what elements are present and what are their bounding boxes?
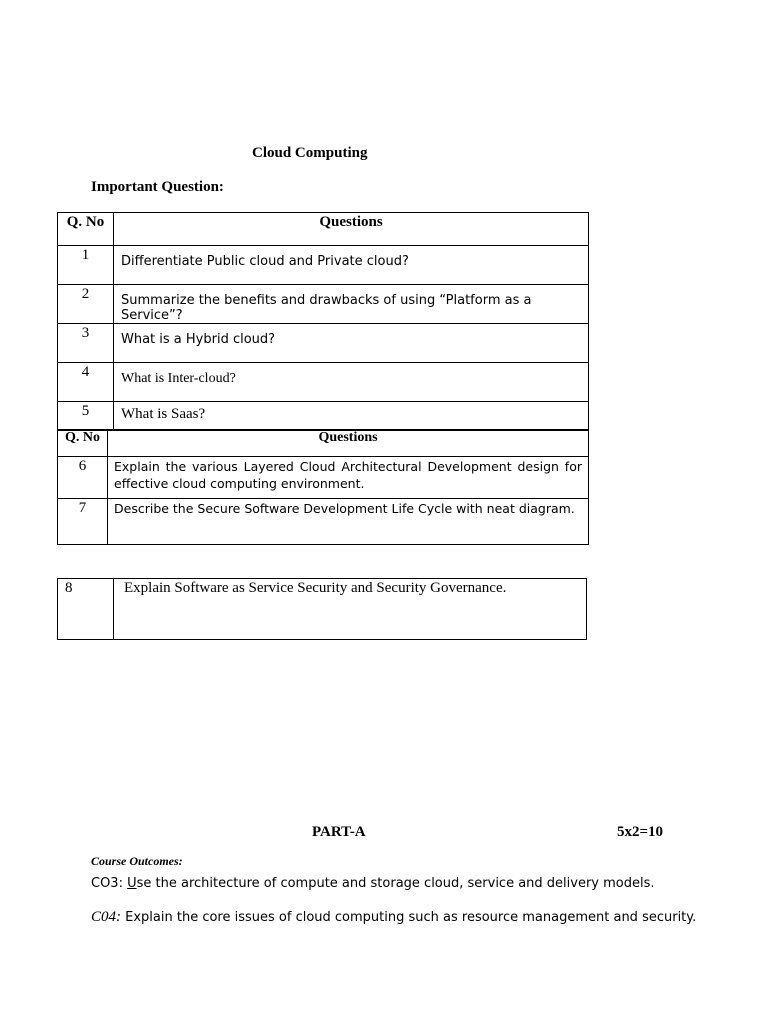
- co4-text: Explain the core issues of cloud computing such as resource management and security.: [121, 910, 697, 925]
- co3-label: CO3:: [91, 876, 123, 891]
- part-marks: 5x2=10: [617, 824, 664, 840]
- question-text: Describe the Secure Software Development Life Cycle with neat diagram.: [108, 499, 589, 545]
- course-outcome-co4: [91, 909, 696, 926]
- document-subtitle: Important Question:: [91, 179, 224, 195]
- co4-label: C04:: [91, 909, 121, 925]
- part-label: PART-A: [312, 824, 366, 840]
- table-header-row: [58, 213, 589, 246]
- course-outcome-co3: [91, 876, 655, 891]
- table-row: [58, 363, 589, 402]
- question-number: 6: [58, 457, 108, 499]
- question-text: Explain Software as Service Security and Security Governance.: [114, 579, 587, 640]
- questions-table-long: [57, 429, 589, 545]
- question-text: Explain the various Layered Cloud Architectural Development design for effective cloud computing environment.: [108, 457, 589, 499]
- question-text: What is Saas?: [114, 402, 589, 431]
- table-header-row: [58, 430, 589, 457]
- question-number: 2: [58, 285, 114, 324]
- header-qno: Q. No: [58, 430, 108, 457]
- table-row: [58, 457, 589, 499]
- header-questions: Questions: [108, 430, 589, 457]
- table-row: [58, 402, 589, 431]
- co3-text: se the architecture of compute and storage cloud, service and delivery models.: [136, 876, 655, 891]
- table-row: [58, 246, 589, 285]
- course-outcomes-heading: Course Outcomes:: [91, 854, 183, 868]
- question-text: Summarize the benefits and drawbacks of using “Platform as a Service”?: [114, 285, 589, 324]
- question-number: 3: [58, 324, 114, 363]
- question-number: 5: [58, 402, 114, 431]
- header-qno: Q. No: [58, 213, 114, 246]
- table-row: [58, 499, 589, 545]
- question-text: Differentiate Public cloud and Private cloud?: [114, 246, 589, 285]
- question-number: 7: [58, 499, 108, 545]
- header-questions: Questions: [114, 213, 589, 246]
- co3-first-letter: U: [127, 876, 137, 891]
- document-title: Cloud Computing: [252, 145, 368, 161]
- table-row: [58, 579, 587, 640]
- table-row: [58, 285, 589, 324]
- question-number: 1: [58, 246, 114, 285]
- question-text: What is a Hybrid cloud?: [114, 324, 589, 363]
- question-text: What is Inter-cloud?: [114, 363, 589, 402]
- questions-table-short: [57, 212, 589, 431]
- question-number: 8: [58, 579, 114, 640]
- table-row: [58, 324, 589, 363]
- questions-table-single: [57, 578, 587, 640]
- question-number: 4: [58, 363, 114, 402]
